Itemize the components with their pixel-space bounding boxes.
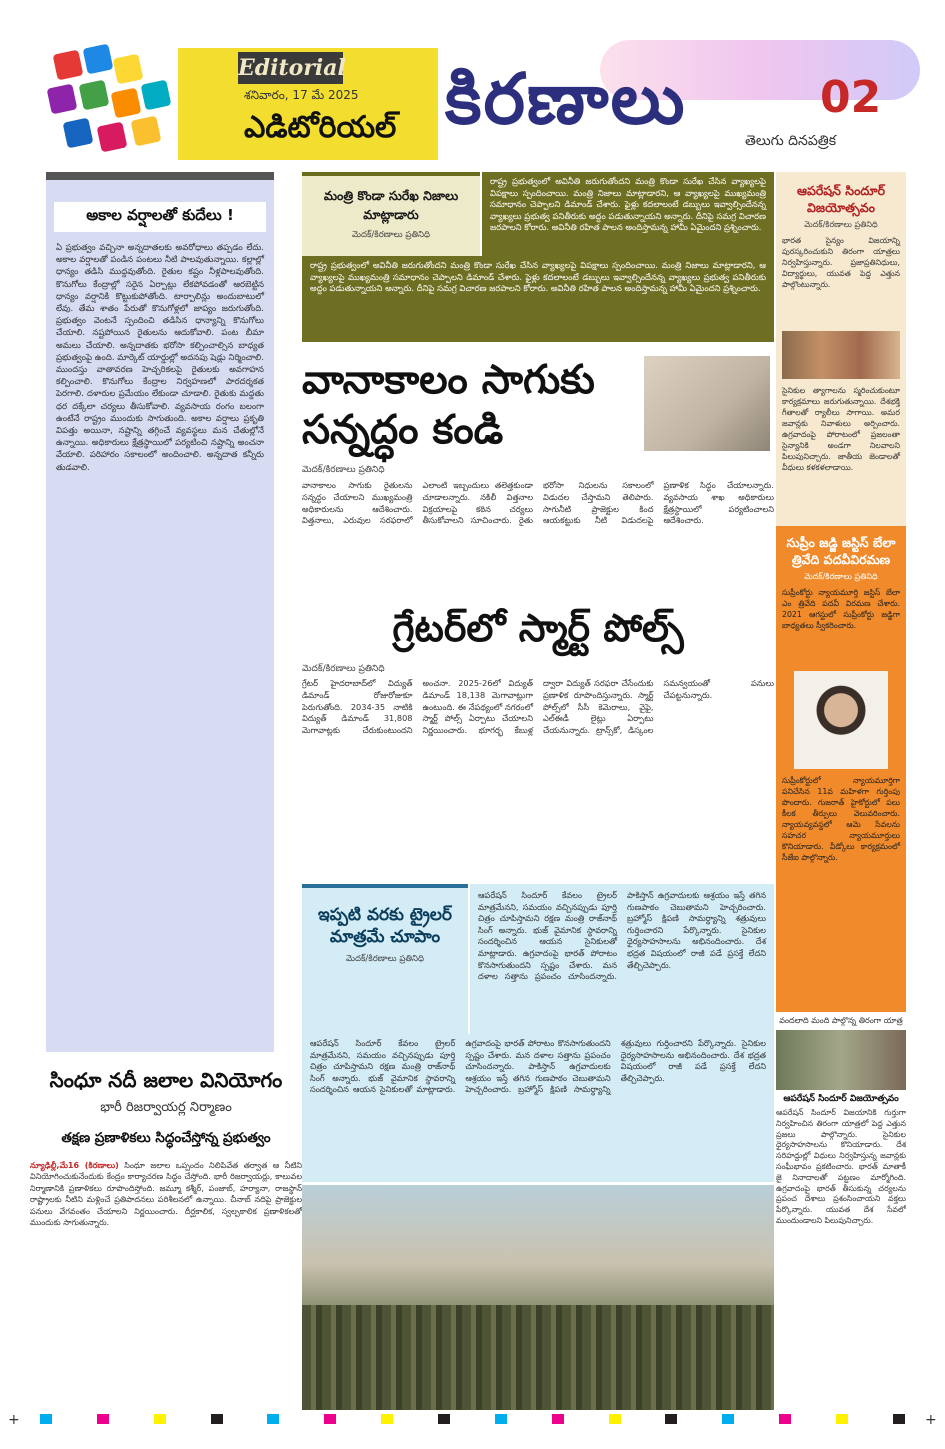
operation-headline: ఆపరేషన్ సిందూర్ విజయోత్సవం [796, 183, 885, 215]
operation-byline: మెదక్/కిరణాలు ప్రతినిధి [804, 220, 878, 229]
swatch-cyan [495, 1414, 507, 1424]
editorial-body: ఏ ప్రభుత్వం వచ్చినా అన్నదాతలకు అవరోధాలు తప్పడం లేదు. అకాల వర్షాలతో పండిన పంటలు నీటి పాలవుతున్నాయి. కల్లాల్లో ధాన్యం తడిసి ముద్దవుతోంది. రైతుల కష్టం నీళ్లపాలవుతోంది. కొనుగోలు కేంద్రాల్లో సరైన ఏర్పాట్లు లేకపోవడంతో ఆరబెట్టిన ధాన్యం వర్షానికి కొట్టుకుపోతోంది. టార్పాలిన్లు అందుబాటులో లేవు. తేమ శాతం పేరుతో కొనుగోళ్లలో జాప్యం జరుగుతోంది. ప్రభుత్వం వెంటనే స్పందించి తడిసిన ధాన్యాన్ని కొనుగోలు చేయాలి. నష్టపోయిన రైతులను ఆదుకోవాలి. పంట బీమా అమలు చేయాలి. అన్నదాతకు భరోసా కల్పించాల్సిన బాధ్యత ప్రభుత్వంపై ఉంది. మార్కెట్ యార్డుల్లో అదనపు షెడ్లు నిర్మించాలి. ముందస్తు వాతావరణ హెచ్చరికలపై రైతులకు అవగాహన కల్పించాలి. కొనుగోలు కేంద్రాల నిర్వహణలో పారదర్శకత పెరగాలి. దళారుల ప్రమేయం లేకుండా చూడాలి. రైతుకు మద్దతు ధర దక్కేలా చర్యలు తీసుకోవాలి. వ్యవసాయ రంగం బలంగా ఉంటేనే రాష్ట్రం ముందుకు సాగుతుంది. అకాల వర్షాలు ప్రకృతి విపత్తు అయినా, నష్టాన్ని తగ్గించే వ్యవస్థలు మన చేతుల్లోనే ఉన్నాయి. అధికారులు క్షేత్రస్థాయిలో పర్యటించి నష్టాన్ని అంచనా వేయాలి. పరిహారం సకాలంలో అందించాలి. అన్నదాత కన్నీరు తుడవాలి. [56, 243, 264, 473]
social-icon [111, 88, 142, 119]
monsoon-photo [644, 356, 770, 451]
trailer-byline: మెదక్/కిరణాలు ప్రతినిధి [345, 954, 424, 964]
monsoon-byline: మెదక్/కిరణాలు ప్రతినిధి [302, 465, 385, 475]
trailer-body: ఆపరేషన్ సిందూర్ కేవలం ట్రైలర్ మాత్రమేనని, సమయం వచ్చినప్పుడు పూర్తి చిత్రం చూపిస్తామని రక్షణ మంత్రి రాజ్‌నాథ్ సింగ్ అన్నారు. భుజ్ వైమానిక స్థావరాన్ని సందర్శించిన ఆయన సైనికులతో మాట్లాడారు. ఉగ్రవాదంపై భారత్ పోరాటం కొనసాగుతుందని స్పష్టం చేశారు. మన దళాల సత్తాను ప్రపంచం చూసిందన్నారు. పాకిస్తాన్ ఉగ్రవాదులకు ఆశ్రయం ఇస్తే తగిన గుణపాఠం చెబుతామని హెచ్చరించారు. బ్రహ్మోస్ క్షిపణి సామర్థ్యాన్ని శత్రువులు గుర్తించారని పేర్కొన్నారు. సైనికుల ధైర్యసాహసాలను అభినందించారు. దేశ భద్రత విషయంలో రాజీ పడే ప్రసక్తే లేదని తేల్చిచెప్పారు. [470, 884, 774, 1034]
swatch-yellow [381, 1414, 393, 1424]
color-registration-bar [40, 1414, 905, 1424]
section-label: ఎడిటోరియల్ [244, 110, 397, 145]
sindoor-photo [776, 1030, 906, 1090]
photo-crowd-row [302, 1345, 774, 1385]
social-icon [141, 80, 172, 111]
issue-date: శనివారం, 17 మే 2025 [244, 88, 359, 102]
operation-body-cont: సైనికుల త్యాగాలను స్మరించుకుంటూ కార్యక్రమాలు జరుగుతున్నాయి. దేశభక్తి గీతాలతో ర్యాలీలు సాగాయి. అమర జవాన్లకు నివాళులు అర్పించారు. ఉగ్రవాదంపై పోరాటంలో ప్రజలంతా సైన్యానికి అండగా నిలవాలని పిలుపునిచ్చారు. జాతీయ జెండాలతో వీధులు కళకళలాడాయి. [782, 386, 900, 472]
swatch-black [211, 1414, 223, 1424]
indus-body: సింధూ జలాల ఒప్పందం నిలిపివేత తర్వాత ఆ నీటిని వినియోగించుకునేందుకు కేంద్రం కార్యాచరణ సిద్ధం చేస్తోంది. భారీ రిజర్వాయర్లు, కాలువల నిర్మాణానికి ప్రణాళికలు రూపొందిస్తోంది. జమ్మూ కశ్మీర్, పంజాబ్, హర్యానా, రాజస్థాన్ రాష్ట్రాలకు నీటిని మళ్లించే ప్రతిపాదనలు పరిశీలనలో ఉన్నాయి. చీనాబ్ నదిపై ప్రాజెక్టుల పనులు వేగవంతం చేయాలని నిర్ణయించారు. దీర్ఘకాలిక, స్వల్పకాలిక ప్రణాళికలతో ముందుకు సాగుతున్నారు. [30, 1161, 302, 1228]
social-icon [63, 118, 94, 149]
brand-title: కిరణాలు [445, 58, 687, 140]
swatch-magenta [779, 1414, 791, 1424]
brand-tagline: తెలుగు దినపత్రిక [745, 133, 837, 149]
judge-headline: సుప్రీం జడ్జి జస్టిస్ బేలా త్రివేది పదవీవిరమణ [786, 535, 896, 567]
indus-article [30, 1160, 302, 1410]
social-icon [83, 44, 114, 75]
registration-cross: + [925, 1412, 937, 1428]
operation-photo [782, 331, 900, 379]
judge-box [776, 526, 906, 1012]
minister-headline: మంత్రి కొండా సురేఖ నిజాలు మాట్లాడారు [323, 188, 459, 222]
swatch-black [665, 1414, 677, 1424]
sindoor-body: ఆపరేషన్ సిందూర్ విజయానికి గుర్తుగా నిర్వహించిన తిరంగా యాత్రలో పెద్ద ఎత్తున ప్రజలు పాల్గొన్నారు. సైనికుల ధైర్యసాహసాలను కొనియాడారు. దేశ సరిహద్దుల్లో విధులు నిర్వహిస్తున్న జవాన్లకు సంఘీభావం ప్రకటించారు. భారత్ మాతాకీ జై నినాదాలతో పట్టణం మార్మోగింది. ఉగ్రవాదంపై భారత్ తీసుకున్న చర్యలను ప్రపంచ దేశాలు ప్రశంసించాయని వక్తలు పేర్కొన్నారు. యువత దేశ సేవలో ముందుండాలని పిలుపునిచ్చారు. [776, 1108, 906, 1225]
social-icon [97, 122, 128, 153]
monsoon-headline: వానాకాలం సాగుకు సన్నద్ధం కండి [302, 357, 595, 453]
swatch-yellow [154, 1414, 166, 1424]
swatch-magenta [552, 1414, 564, 1424]
minister-body-cont: రాష్ట్ర ప్రభుత్వంలో అవినీతి జరుగుతోందని మంత్రి కొండా సురేఖ చేసిన వ్యాఖ్యలపై విపక్షాలు స్పందించాయి. మంత్రి నిజాలు మాట్లాడారని, ఆ వ్యాఖ్యలపై ముఖ్యమంత్రి సమాధానం చెప్పాలని డిమాండ్ చేశారు. ఫైళ్లు కదలాలంటే డబ్బులు ఇవ్వాల్సిందేనన్న వ్యాఖ్యలు ప్రభుత్వ పనితీరుకు అద్దం పడుతున్నాయని అన్నారు. దీనిపై సమగ్ర విచారణ జరపాలని కోరారు. అవినీతి రహిత పాలన అందిస్తామన్న హామీ ఏమైందని ప్రశ్నించారు. [302, 256, 774, 342]
swatch-black [438, 1414, 450, 1424]
brand-block [445, 48, 875, 160]
smart-poles-headline: గ్రేటర్‌లో స్మార్ట్ పోల్స్ [392, 606, 684, 650]
indus-headline: సింధూ నదీ జలాల వినియోగం [49, 1068, 283, 1092]
judge-photo [794, 671, 888, 769]
swatch-black [893, 1414, 905, 1424]
masthead [0, 0, 945, 170]
social-icons-art [45, 42, 175, 162]
judge-body: సుప్రీంకోర్టు న్యాయమూర్తి జస్టిస్ బేలా ఎం త్రివేది పదవీ విరమణ చేశారు. 2021 ఆగస్టులో సుప్రీంకోర్టు జడ్జిగా బాధ్యతలు స్వీకరించారు. [782, 588, 900, 630]
social-icon [47, 84, 78, 115]
swatch-yellow [836, 1414, 848, 1424]
editorial-box [46, 172, 274, 1052]
sindoor-caption: వందలాది మంది పాల్గొన్న తిరంగా యాత్ర [779, 1016, 903, 1025]
social-icon [113, 54, 144, 85]
minister-byline: మెదక్/కిరణాలు ప్రతినిధి [351, 230, 430, 240]
swatch-magenta [97, 1414, 109, 1424]
swatch-cyan [40, 1414, 52, 1424]
indus-subhead: భారీ రిజర్వాయర్ల నిర్మాణం [100, 1100, 232, 1115]
army-group-photo [302, 1185, 774, 1410]
sindoor-name: ఆపరేషన్ సిందూర్ విజయోత్సవం [783, 1094, 899, 1104]
operation-body: భారత సైన్యం విజయాన్ని పురస్కరించుకుని తిరంగా యాత్రలు నిర్వహిస్తున్నారు. ప్రజాప్రతినిధులు, విద్యార్థులు, యువత పెద్ద ఎత్తున పాల్గొంటున్నారు. [782, 236, 900, 289]
page-number: 02 [820, 72, 882, 123]
social-icon [79, 80, 110, 111]
trailer-body-cont: ఆపరేషన్ సిందూర్ కేవలం ట్రైలర్ మాత్రమేనని, సమయం వచ్చినప్పుడు పూర్తి చిత్రం చూపిస్తామని రక్షణ మంత్రి రాజ్‌నాథ్ సింగ్ అన్నారు. భుజ్ వైమానిక స్థావరాన్ని సందర్శించిన ఆయన సైనికులతో మాట్లాడారు. ఉగ్రవాదంపై భారత్ పోరాటం కొనసాగుతుందని స్పష్టం చేశారు. మన దళాల సత్తాను ప్రపంచం చూసిందన్నారు. పాకిస్తాన్ ఉగ్రవాదులకు ఆశ్రయం ఇస్తే తగిన గుణపాఠం చెబుతామని హెచ్చరించారు. బ్రహ్మోస్ క్షిపణి సామర్థ్యాన్ని శత్రువులు గుర్తించారని పేర్కొన్నారు. సైనికుల ధైర్యసాహసాలను అభినందించారు. దేశ భద్రత విషయంలో రాజీ పడే ప్రసక్తే లేదని తేల్చిచెప్పారు. [302, 1034, 774, 1182]
editorial-badge: Editorial [238, 52, 343, 84]
indus-byline: న్యూఢిల్లీ,మే16 (కిరణాలు) [30, 1161, 119, 1170]
registration-cross: + [8, 1412, 20, 1428]
operation-box [776, 172, 906, 526]
indus-subhead-bold: తక్షణ ప్రణాళికలు సిద్ధంచేస్తోన్న ప్రభుత్వం [61, 1130, 271, 1146]
monsoon-body: వానాకాలం సాగుకు రైతులను సన్నద్ధం చేయాలని ముఖ్యమంత్రి అధికారులను ఆదేశించారు. విత్తనాలు, ఎరువుల సరఫరాలో ఎలాంటి ఇబ్బందులు తలెత్తకుండా చూడాలన్నారు. నకిలీ విత్తనాల విక్రయాలపై కఠిన చర్యలు తీసుకోవాలని సూచించారు. రైతు భరోసా నిధులను సకాలంలో విడుదల చేస్తామని తెలిపారు. సాగునీటి ప్రాజెక్టుల కింద ఆయకట్టుకు నీటి విడుదలపై ప్రణాళిక సిద్ధం చేయాలన్నారు. వ్యవసాయ శాఖ అధికారులు క్షేత్రస్థాయిలో పర్యటించాలని ఆదేశించారు. [302, 480, 774, 526]
judge-byline: మెదక్/కిరణాలు ప్రతినిధి [804, 572, 878, 581]
social-icon [53, 50, 84, 81]
social-icon [131, 116, 162, 147]
judge-body-cont: సుప్రీంకోర్టులో న్యాయమూర్తిగా పనిచేసిన 11వ మహిళగా గుర్తింపు పొందారు. గుజరాత్ హైకోర్టులో పలు కీలక తీర్పులు వెలువరించారు. న్యాయవ్యవస్థలో ఆమె సేవలను సహచర న్యాయమూర్తులు కొనియాడారు. వీడ్కోలు కార్యక్రమంలో సీజేఐ పాల్గొన్నారు. [782, 776, 900, 862]
trailer-headline: ఇప్పటి వరకు ట్రైలర్ మాత్రమే చూపాం [317, 905, 453, 947]
swatch-cyan [722, 1414, 734, 1424]
minister-body: రాష్ట్ర ప్రభుత్వంలో అవినీతి జరుగుతోందని మంత్రి కొండా సురేఖ చేసిన వ్యాఖ్యలపై విపక్షాలు స్పందించాయి. మంత్రి నిజాలు మాట్లాడారని, ఆ వ్యాఖ్యలపై ముఖ్యమంత్రి సమాధానం చెప్పాలని డిమాండ్ చేశారు. ఫైళ్లు కదలాలంటే డబ్బులు ఇవ్వాల్సిందేనన్న వ్యాఖ్యలు ప్రభుత్వ పనితీరుకు అద్దం పడుతున్నాయని అన్నారు. దీనిపై సమగ్ర విచారణ జరపాలని కోరారు. అవినీతి రహిత పాలన అందిస్తామన్న హామీ ఏమైందని ప్రశ్నించారు. [482, 172, 774, 262]
swatch-yellow [609, 1414, 621, 1424]
trailer-headline-box [302, 884, 468, 1034]
editorial-title: అకాల వర్షాలతో కుదేలు ! [54, 202, 266, 232]
swatch-cyan [267, 1414, 279, 1424]
swatch-magenta [324, 1414, 336, 1424]
smart-poles-body: గ్రేటర్ హైదరాబాద్‌లో విద్యుత్ డిమాండ్ రోజురోజుకూ పెరుగుతోంది. 2034-35 నాటికి విద్యుత్ డిమాండ్ 31,808 మెగావాట్లకు చేరుకుంటుందని అంచనా. 2025-26లో విద్యుత్ డిమాండ్ 18,138 మెగావాట్లుగా ఉంటుంది. ఈ నేపథ్యంలో నగరంలో స్మార్ట్ పోల్స్ ఏర్పాటు చేయాలని నిర్ణయించారు. భూగర్భ కేబుళ్ల ద్వారా విద్యుత్ సరఫరా చేసేందుకు ప్రణాళిక రూపొందిస్తున్నారు. స్మార్ట్ పోల్స్‌లో సీసీ కెమెరాలు, వైఫై, ఎల్ఈడీ లైట్లు ఏర్పాటు చేయనున్నారు. ట్రాన్స్‌కో, డిస్కంల సమన్వయంతో పనులు చేపట్టనున్నారు. [302, 678, 774, 736]
photo-crowd-row [302, 1380, 774, 1410]
smart-poles-byline: మెదక్/కిరణాలు ప్రతినిధి [302, 664, 385, 674]
photo-crowd-row [302, 1305, 774, 1345]
